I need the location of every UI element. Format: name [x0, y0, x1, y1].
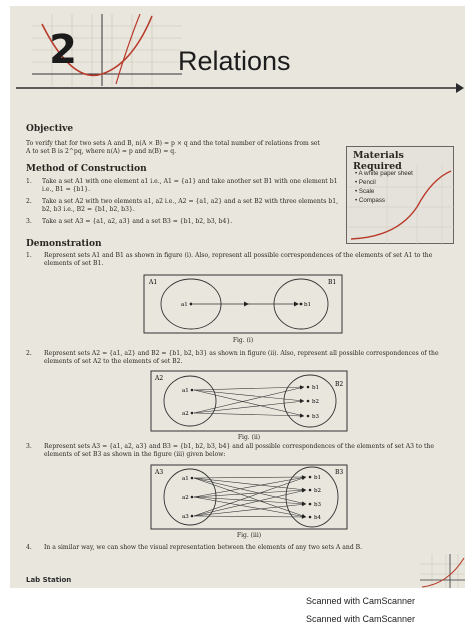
fig2-a-point	[191, 389, 194, 392]
fig2-setA-label: A2	[155, 375, 164, 382]
list-item: 1. Represent sets A1 and B1 as shown in figure (i). Also, represent all possible correspondences of the elements of set A1 to the elements of set B1.	[26, 252, 433, 267]
fig3-a-point	[191, 477, 194, 480]
fig2-b-point	[307, 386, 310, 389]
fig2-b-label: b1	[312, 385, 320, 391]
fig3-a-label: a2	[182, 495, 189, 501]
list-item: • Scale	[355, 188, 375, 195]
footer-section-label: Lab Station	[26, 576, 72, 584]
list-item: • Compass	[355, 197, 386, 204]
fig3-b-point	[309, 476, 312, 479]
fig3-b-label: b3	[314, 502, 322, 508]
list-item: 2. Take a set A2 with two elements a1, a2 i.e., A2 = {a1, a2} and a set B2 with three elements b1, b2, b3 i.e., B2 = {b1, b2, b3}.	[26, 198, 339, 213]
fig2-b-label: b3	[312, 414, 320, 420]
fig2-a-label: a1	[182, 388, 189, 394]
fig1-b-label: b1	[304, 302, 312, 308]
list-item: 2. Represent sets A2 = {a1, a2} and B2 = {b1, b2, b3} as shown in figure (ii). Also, represent all possible correspondences of the elements of set A2 to the elements of set B2.	[26, 350, 439, 365]
fig3-correspondence-line	[194, 477, 306, 478]
fig1-setA-label: A1	[149, 279, 158, 286]
figure-1	[143, 274, 343, 334]
fig3-a-label: a1	[182, 476, 189, 482]
fig2-b-point	[307, 415, 310, 418]
method-heading: Method of Construction	[26, 164, 147, 174]
fig3-arrowhead	[302, 477, 306, 480]
chapter-number: 2	[49, 27, 77, 73]
fig2-correspondence-line	[194, 390, 304, 401]
list-item: 4. In a similar way, we can show the visual representation between the elements of any two sets A and B.	[26, 544, 363, 551]
fig2-a-label: a2	[182, 411, 189, 417]
fig2-b-point	[307, 400, 310, 403]
fig3-b-point	[309, 516, 312, 519]
list-item: • Pencil	[355, 179, 376, 186]
fig3-correspondence-line	[194, 516, 306, 517]
fig1-a-label: a1	[181, 302, 188, 308]
chapter-title: Relations	[178, 46, 291, 76]
demonstration-heading: Demonstration	[26, 239, 102, 249]
header-arrow	[16, 82, 464, 94]
watermark-text: Scanned with CamScanner	[306, 596, 416, 606]
fig3-a-label: a3	[182, 514, 189, 520]
fig3-a-point	[191, 515, 194, 518]
method-steps	[26, 178, 342, 230]
fig3-a-point	[191, 496, 194, 499]
corner-graph-icon	[420, 554, 465, 588]
fig2-a-point	[191, 412, 194, 415]
fig1-setB-label: B1	[328, 279, 337, 286]
fig3-b-point	[309, 503, 312, 506]
fig3-b-label: b1	[314, 475, 322, 481]
list-item: • A white paper sheet	[355, 170, 413, 177]
fig3-setB-label: B3	[335, 469, 344, 476]
objective-text: To verify that for two sets A and B, n(A × B) = p × q and the total number of relations from set A to set B is 2^pq, where n(A) = p and n(B) = q.	[26, 140, 320, 155]
fig2-arrowhead	[300, 386, 304, 390]
fig3-b-point	[309, 489, 312, 492]
figure-2-caption: Fig. (ii)	[237, 434, 261, 441]
watermark-text: Scanned with CamScanner	[306, 614, 416, 624]
fig3-b-label: b2	[314, 488, 322, 494]
materials-heading: Materials Required	[353, 150, 404, 172]
figure-3	[150, 464, 348, 530]
list-item: 1. Take a set A1 with one element a1 i.e., A1 = {a1} and take another set B1 with one element b1 i.e., B1 = {b1}.	[26, 178, 338, 193]
figure-2	[150, 370, 348, 432]
objective-heading: Objective	[26, 124, 74, 134]
fig3-setA-label: A3	[155, 469, 164, 476]
fig3-b-label: b4	[314, 515, 322, 521]
fig2-b-label: b2	[312, 399, 320, 405]
fig2-setB-label: B2	[335, 381, 344, 388]
materials-box	[346, 146, 454, 244]
list-item: 3. Take a set A3 = {a1, a2, a3} and a set B3 = {b1, b2, b3, b4}.	[26, 218, 233, 225]
figure-1-caption: Fig. (i)	[232, 337, 254, 344]
fig2-correspondence-line	[194, 387, 304, 413]
list-item: 3. Represent sets A3 = {a1, a2, a3} and B3 = {b1, b2, b3, b4} and all possible correspondences of the elements of set A3 to the elements of set B3 as shown in the figure (iii) given below:	[26, 443, 434, 458]
materials-list	[355, 169, 413, 205]
scanned-page	[10, 6, 465, 588]
figure-3-caption: Fig. (iii)	[236, 532, 262, 539]
